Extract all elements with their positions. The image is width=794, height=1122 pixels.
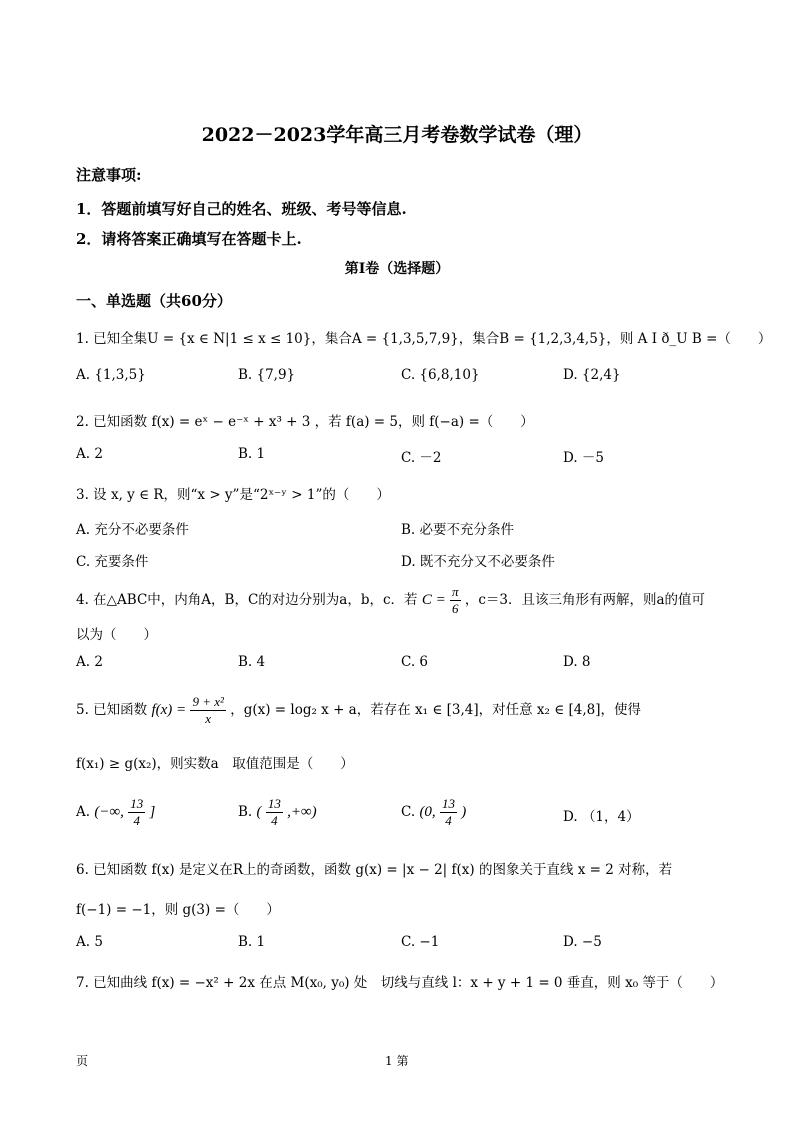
question-5-option-c-fraction (440, 796, 457, 829)
question-5-option-b-den: 4 (271, 813, 278, 828)
question-6-option-c: C. −1 (401, 934, 440, 950)
question-5-option-c-den: 4 (445, 813, 452, 828)
question-1-option-c: C. {6,8,10} (401, 367, 480, 383)
question-5-option-a-left: (−∞, (94, 804, 124, 820)
question-1-option-d: D. {2,4} (563, 367, 621, 383)
question-4-stem-line-1 (76, 584, 705, 617)
question-4-option-d: D. 8 (563, 654, 591, 670)
question-6-stem-line-1: 6. 已知函数 f(x) 是定义在R上的奇函数，函数 g(x) = |x − 2| f(x) 的图象关于直线 x = 2 对称，若 (76, 862, 673, 878)
question-4-option-c: C. 6 (401, 654, 429, 670)
question-4-fraction-den: 6 (452, 601, 459, 616)
notice-heading: 注意事项: (76, 166, 142, 184)
question-1-stem: 1. 已知全集U = {x ∈ N|1 ≤ x ≤ 10}，集合A = {1,3,5,7,9}，集合B = {1,2,3,4,5}，则 A I ð_U B =（ ） (76, 331, 772, 347)
question-5-stem-line-1 (76, 694, 641, 727)
question-3-option-a: A. 充分不必要条件 (76, 522, 189, 538)
question-4-fraction-num: π (452, 584, 459, 599)
question-4-text-a: 4. 在△ABC中，内角A，B，C的对边分别为a，b，c．若 (76, 592, 418, 608)
question-6-option-a: A. 5 (76, 934, 103, 950)
question-5-option-c-right: ) (461, 804, 467, 820)
question-5-fraction-lhs: f(x) = (151, 702, 187, 718)
question-4-option-a: A. 2 (76, 654, 103, 670)
volume-title: 第Ⅰ卷（选择题） (344, 261, 450, 277)
question-5-fraction-den: x (205, 711, 212, 726)
question-3-option-b: B. 必要不充分条件 (401, 522, 515, 538)
question-5-option-c (401, 796, 466, 829)
question-2-option-d: D. －5 (563, 450, 605, 466)
question-4-fraction (450, 584, 461, 617)
question-5-text-b: ，g(x) = log₂ x + a，若存在 x₁ ∈ [3,4]，对任意 x₂ ∈ [4,8]，使得 (230, 702, 642, 718)
question-5-option-c-label: C. (401, 804, 416, 820)
question-2-option-a: A. 2 (76, 446, 103, 462)
question-5-option-b-label: B. (238, 804, 253, 820)
question-5-option-b-left: ( (256, 804, 262, 820)
question-5-option-a-label: A. (76, 804, 91, 820)
question-5-option-b (238, 796, 317, 829)
question-5-option-a-num: 13 (130, 796, 144, 811)
question-5-option-c-left: (0, (419, 804, 436, 820)
question-2-option-b: B. 1 (238, 446, 266, 462)
question-5-option-d-text: （1，4） (581, 809, 640, 825)
footer-page-number: 1 第 (385, 1054, 409, 1068)
question-6-option-d: D. −5 (563, 934, 602, 950)
question-5-option-a-fraction (128, 796, 145, 829)
exam-title: 2022－2023学年高三月考卷数学试卷（理） (201, 124, 593, 146)
notice-item-2: 2．请将答案正确填写在答题卡上. (76, 230, 302, 248)
question-7-stem: 7. 已知曲线 f(x) = −x² + 2x 在点 M(x₀, y₀) 处 切线与直线 l：x + y + 1 = 0 垂直，则 x₀ 等于（ ） (76, 975, 724, 991)
question-3-option-c: C. 充要条件 (76, 554, 149, 570)
question-1-option-a: A. {1,3,5} (76, 367, 146, 383)
question-5-option-d-label: D. (563, 809, 578, 825)
question-3-stem: 3. 设 x, y ∈ R，则“x > y”是“2ˣ⁻ʸ > 1”的（ ） (76, 487, 390, 503)
question-5-stem-line-2: f(x₁) ≥ g(x₂)，则实数a 取值范围是（ ） (76, 756, 354, 772)
question-5-option-a (76, 796, 155, 829)
question-2-option-c: C. －2 (401, 450, 442, 466)
question-3-option-d: D. 既不充分又不必要条件 (401, 554, 555, 570)
question-4-text-b: ，c＝3．且该三角形有两解，则a的值可 (464, 592, 706, 608)
question-4-fraction-lhs: C = (421, 592, 446, 608)
question-5-option-a-den: 4 (133, 813, 140, 828)
footer-left: 页 (76, 1054, 89, 1068)
question-5-option-b-right: ,+∞) (287, 804, 317, 820)
notice-item-1: 1．答题前填写好自己的姓名、班级、考号等信息. (76, 200, 407, 218)
question-6-stem-line-2: f(−1) = −1，则 g(3) =（ ） (76, 902, 280, 918)
question-6-option-b: B. 1 (238, 934, 266, 950)
question-5-text-a: 5. 已知函数 (76, 702, 148, 718)
question-4-option-b: B. 4 (238, 654, 266, 670)
question-5-option-b-num: 13 (267, 796, 281, 811)
question-5-option-a-right: ] (149, 804, 156, 820)
question-4-stem-line-2: 以为（ ） (76, 627, 157, 643)
question-5-option-d (563, 805, 640, 825)
question-2-stem: 2. 已知函数 f(x) = eˣ − e⁻ˣ + x³ + 3 ，若 f(a) = 5，则 f(−a) =（ ） (76, 414, 534, 430)
section-title: 一、单选题（共60分） (76, 292, 232, 310)
question-5-option-c-num: 13 (441, 796, 455, 811)
question-5-option-b-fraction (266, 796, 283, 829)
question-1-option-b: B. {7,9} (238, 367, 296, 383)
question-5-fraction-num: 9 + x² (192, 694, 224, 709)
question-5-fraction (190, 694, 225, 727)
